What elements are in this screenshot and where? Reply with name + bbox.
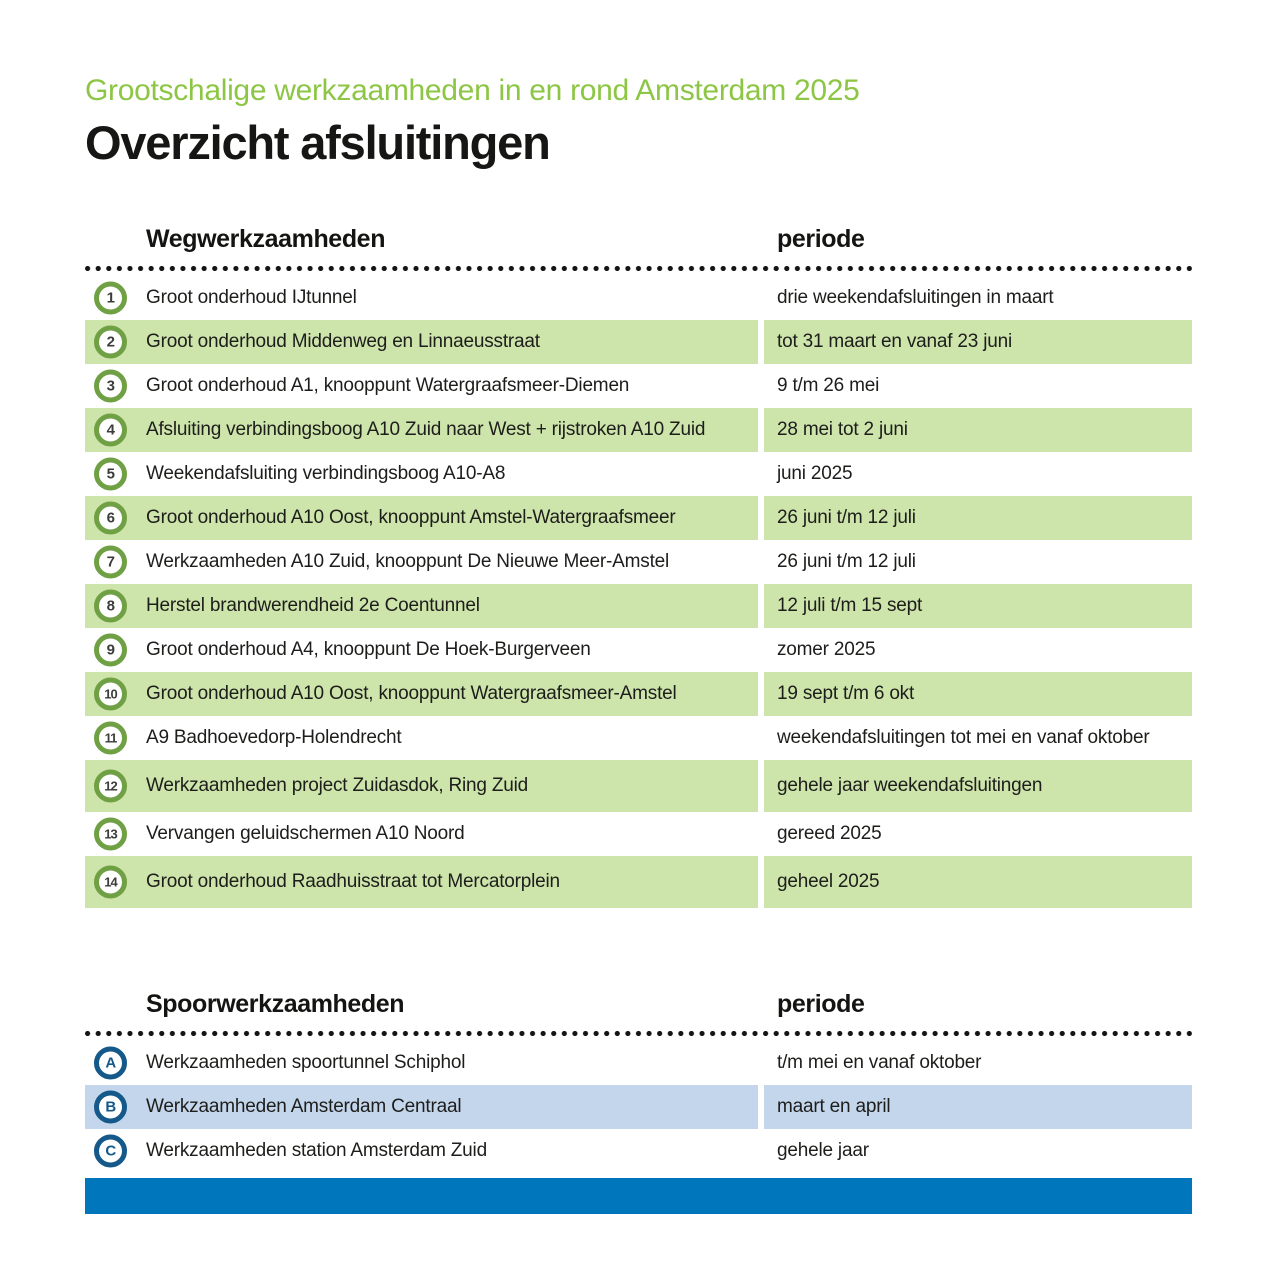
table-row bbox=[85, 628, 1192, 672]
row-period: drie weekendafsluitingen in maart bbox=[777, 287, 1054, 308]
row-description: Werkzaamheden Amsterdam Centraal bbox=[146, 1096, 462, 1117]
column-header-works: Spoorwerkzaamheden bbox=[146, 989, 405, 1018]
row-badge: 4 bbox=[94, 414, 127, 447]
row-description: Werkzaamheden station Amsterdam Zuid bbox=[146, 1140, 487, 1161]
row-description: Groot onderhoud A4, knooppunt De Hoek-Burgerveen bbox=[146, 639, 591, 660]
row-description: Afsluiting verbindingsboog A10 Zuid naar West + rijstroken A10 Zuid bbox=[146, 419, 706, 440]
row-badge: 1 bbox=[94, 282, 127, 315]
row-badge: 7 bbox=[94, 546, 127, 579]
row-description: Werkzaamheden A10 Zuid, knooppunt De Nieuwe Meer-Amstel bbox=[146, 551, 670, 572]
table-body bbox=[85, 1041, 1192, 1173]
document-content bbox=[85, 0, 1192, 1214]
row-badge: 5 bbox=[94, 458, 127, 491]
table-row bbox=[85, 716, 1192, 760]
row-description: Herstel brandwerendheid 2e Coentunnel bbox=[146, 595, 480, 616]
row-period: 9 t/m 26 mei bbox=[777, 375, 880, 396]
row-period: 28 mei tot 2 juni bbox=[777, 419, 908, 440]
table-row bbox=[85, 856, 1192, 908]
row-period: gehele jaar weekendafsluitingen bbox=[777, 775, 1043, 796]
table-row bbox=[85, 320, 1192, 364]
row-period: geheel 2025 bbox=[777, 871, 880, 892]
row-period: weekendafsluitingen tot mei en vanaf oktober bbox=[777, 727, 1150, 748]
row-description: Groot onderhoud A10 Oost, knooppunt Watergraafsmeer-Amstel bbox=[146, 683, 677, 704]
table-row bbox=[85, 672, 1192, 716]
column-header-period: periode bbox=[777, 224, 865, 253]
row-badge: 3 bbox=[94, 370, 127, 403]
row-badge: 8 bbox=[94, 590, 127, 623]
page-title: Overzicht afsluitingen bbox=[85, 116, 550, 169]
row-period: 12 juli t/m 15 sept bbox=[777, 595, 923, 616]
row-period: maart en april bbox=[777, 1096, 891, 1117]
dotted-divider bbox=[85, 266, 1192, 271]
table-row bbox=[85, 408, 1192, 452]
row-period: t/m mei en vanaf oktober bbox=[777, 1052, 982, 1073]
row-description: Groot onderhoud IJtunnel bbox=[146, 287, 357, 308]
footer-bar bbox=[85, 1178, 1192, 1214]
table-row bbox=[85, 760, 1192, 812]
table-row bbox=[85, 1129, 1192, 1173]
table-row bbox=[85, 812, 1192, 856]
row-description: Werkzaamheden project Zuidasdok, Ring Zuid bbox=[146, 775, 529, 796]
row-description: Groot onderhoud Middenweg en Linnaeusstraat bbox=[146, 331, 540, 352]
row-description: Groot onderhoud A10 Oost, knooppunt Amstel-Watergraafsmeer bbox=[146, 507, 676, 528]
table-row bbox=[85, 364, 1192, 408]
table-row bbox=[85, 496, 1192, 540]
row-description: Werkzaamheden spoortunnel Schiphol bbox=[146, 1052, 466, 1073]
row-badge: 12 bbox=[94, 770, 127, 803]
row-badge: 9 bbox=[94, 634, 127, 667]
row-badge: 13 bbox=[94, 818, 127, 851]
row-period: tot 31 maart en vanaf 23 juni bbox=[777, 331, 1013, 352]
row-period: juni 2025 bbox=[777, 463, 853, 484]
row-period: 26 juni t/m 12 juli bbox=[777, 507, 916, 528]
table-row bbox=[85, 452, 1192, 496]
row-period: zomer 2025 bbox=[777, 639, 876, 660]
column-header-period: periode bbox=[777, 989, 865, 1018]
eyebrow-subtitle: Grootschalige werkzaamheden in en rond Amsterdam 2025 bbox=[85, 74, 860, 107]
row-badge: 6 bbox=[94, 502, 127, 535]
row-description: Vervangen geluidschermen A10 Noord bbox=[146, 823, 465, 844]
row-period: gehele jaar bbox=[777, 1140, 869, 1161]
table-body bbox=[85, 276, 1192, 908]
rail-works-table bbox=[85, 988, 1192, 1214]
row-badge: A bbox=[94, 1047, 127, 1080]
row-period: 19 sept t/m 6 okt bbox=[777, 683, 915, 704]
road-works-table bbox=[85, 223, 1192, 908]
dotted-divider bbox=[85, 1031, 1192, 1036]
table-row bbox=[85, 276, 1192, 320]
row-description: Groot onderhoud Raadhuisstraat tot Mercatorplein bbox=[146, 871, 560, 892]
row-period: gereed 2025 bbox=[777, 823, 882, 844]
row-badge: 2 bbox=[94, 326, 127, 359]
row-description: Weekendafsluiting verbindingsboog A10-A8 bbox=[146, 463, 506, 484]
table-row bbox=[85, 584, 1192, 628]
row-badge: 11 bbox=[94, 722, 127, 755]
row-badge: C bbox=[94, 1135, 127, 1168]
table-row bbox=[85, 1085, 1192, 1129]
column-header-works: Wegwerkzaamheden bbox=[146, 224, 386, 253]
table-row bbox=[85, 1041, 1192, 1085]
row-badge: B bbox=[94, 1091, 127, 1124]
row-badge: 14 bbox=[94, 866, 127, 899]
row-period: 26 juni t/m 12 juli bbox=[777, 551, 916, 572]
table-header-row bbox=[85, 223, 1192, 255]
row-description: Groot onderhoud A1, knooppunt Watergraafsmeer-Diemen bbox=[146, 375, 630, 396]
row-badge: 10 bbox=[94, 678, 127, 711]
row-description: A9 Badhoevedorp-Holendrecht bbox=[146, 727, 402, 748]
table-row bbox=[85, 540, 1192, 584]
table-header-row bbox=[85, 988, 1192, 1020]
